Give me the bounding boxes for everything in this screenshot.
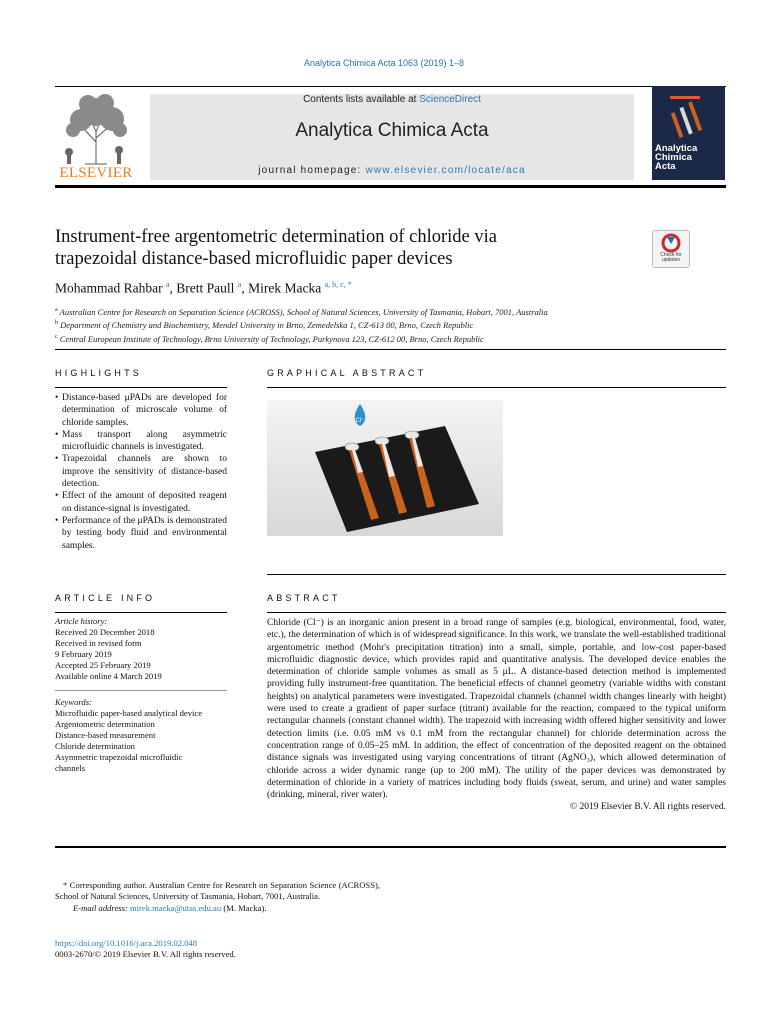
cover-artwork (652, 86, 725, 142)
history-label: Article history: (55, 616, 108, 626)
abstract-rule (267, 612, 726, 613)
history-item: Received in revised form (55, 638, 142, 648)
journal-citation[interactable]: Analytica Chimica Acta 1063 (2019) 1–8 (303, 58, 465, 68)
graphical-abstract-image (267, 400, 503, 536)
article-history (55, 616, 227, 682)
affiliation-text: Department of Chemistry and Biochemistry, Mendel University in Brno, Zemedelska 1, CZ-613 00, Brno, Czech Republic (60, 320, 474, 331)
contents-prefix: Contents lists available at (303, 94, 420, 105)
highlight-item: • Trapezoidal channels are shown to improve the sensitivity of distance-based detection. (55, 453, 227, 490)
keyword-item[interactable]: Distance-based measurement (55, 730, 156, 740)
elsevier-logo (55, 92, 137, 182)
affiliation-item (55, 318, 725, 331)
highlight-item: • Effect of the amount of deposited reagent on distance-signal is investigated. (55, 490, 227, 515)
affiliation-item (55, 332, 725, 345)
email-label: E-mail address: (73, 902, 130, 913)
article-info-rule (55, 612, 227, 613)
keyword-item[interactable]: Microfluidic paper-based analytical device (55, 708, 203, 718)
history-item: Available online 4 March 2019 (55, 671, 162, 681)
affiliation-marker: c (55, 333, 58, 340)
footnote (55, 880, 380, 914)
author-name[interactable]: Mohammad Rahbar (55, 280, 163, 296)
highlight-item: • Distance-based μPADs are developed for determination of microscale volume of chloride samples. (55, 392, 227, 429)
abstract-text: Chloride (Cl⁻) is an inorganic anion present in a broad range of samples (e.g. biological, environmental, food, water, etc.), the determination of which is of widespread significance. In this work, we translate the well-established traditional argentometric method (Mohr's precipitation titration) into a small, simple, portable, and low-cost paper-based microfluidic diagnostic device, which provides rapid and quantitative analysis. The developed device enables the determination of chloride sample volumes as small as 5 μL. A distance-based detection method is implemented providing fully instrument-free quantitation. The beneficial effects of channel geometry (variable widths with constant heights) on analytical parameters were investigated. Trapezoidal channels (channel width changes linearly with height) were used to create a gradient of paper surface (titrant) available for the reaction, compared to the typical uniform rectangular channels (constant channel width). The trapezoid with increasing width offered higher sensitivity and lower detection limits (i.e. 0.05 mM vs 0.1 mM from the rectangular channel) for chloride determination across the concentration range of 0.05–25 mM. In addition, the effect of concentration of the deposited reagent on the obtained distance signals was investigated using varying concentrations of titrant (AgNO₃), which allowed determination of chloride across a wider dynamic range (up to 200 mM). The utility of the paper devices was demonstrated by determination of chloride in a variety of matrices including body fluids (sweat, serum, and urine) and water samples (drinking, mineral, river water). (267, 618, 726, 801)
keyword-item[interactable]: Argentometric determination (55, 719, 155, 729)
masthead-rule (55, 185, 726, 188)
check-updates-label: Check for updates (660, 252, 682, 263)
cover-title-line: Analytica (655, 143, 698, 154)
cover-title-line: Acta (655, 161, 676, 172)
highlights-rule (55, 387, 227, 388)
title-line: trapezoidal distance-based microfluidic paper devices (55, 249, 453, 269)
check-for-updates-badge[interactable] (652, 230, 690, 268)
elsevier-tree-icon (55, 92, 137, 166)
title-line: Instrument-free argentometric determination of chloride via (55, 227, 497, 247)
keyword-item[interactable]: Asymmetric trapezoidal microfluidic (55, 752, 183, 762)
keywords-label: Keywords: (55, 697, 92, 707)
history-item: 9 February 2019 (55, 649, 112, 659)
highlight-item: • Performance of the μPADs is demonstrated by testing body fluid and environmental samples. (55, 515, 227, 552)
homepage-link[interactable]: www.elsevier.com/locate/aca (365, 165, 526, 176)
doi-block (55, 938, 236, 960)
highlights-heading: HIGHLIGHTS (55, 368, 143, 378)
affiliation-text: Central European Institute of Technology, Brno University of Technology, Purkynova 123, CZ-612 00, Brno, Czech Republic (59, 333, 484, 344)
keyword-item[interactable]: Chloride determination (55, 741, 135, 751)
affiliation-marker: b (55, 320, 58, 327)
history-item: Accepted 25 February 2019 (55, 660, 151, 670)
journal-homepage (150, 165, 634, 176)
graphical-abstract-rule (267, 387, 726, 388)
journal-banner (150, 94, 634, 180)
author-affiliation-marker[interactable]: a, b, c, * (324, 280, 352, 289)
affiliations (55, 305, 725, 345)
cover-title-line: Chimica (655, 152, 692, 163)
article-title (55, 226, 615, 270)
paper-device-illustration (267, 400, 503, 536)
author-list: Mohammad Rahbar $^a$, Brett Paull $^a$, Mirek Macka $^{a, b, c, *}$ (55, 280, 352, 296)
affiliation-item (55, 305, 725, 318)
email-link[interactable]: mirek.macka@utas.edu.au (129, 902, 222, 913)
homepage-prefix: journal homepage: (258, 165, 366, 176)
doi-link[interactable]: https://doi.org/10.1016/j.aca.2019.02.048 (55, 938, 198, 948)
journal-cover-thumbnail[interactable] (652, 86, 725, 180)
graphical-abstract-heading: GRAPHICAL ABSTRACT (267, 368, 427, 378)
graphical-abstract-bottom-rule (267, 574, 726, 575)
keywords (55, 697, 227, 774)
abstract-body (267, 617, 726, 814)
abstract-copyright: © 2019 Elsevier B.V. All rights reserved. (569, 802, 726, 813)
elsevier-wordmark[interactable]: ELSEVIER (59, 165, 133, 181)
issn-line: 0003-2670/© 2019 Elsevier B.V. All rights reserved. (55, 949, 236, 959)
email-suffix: (M. Macka). (221, 902, 267, 913)
journal-name: Analytica Chimica Acta (295, 120, 489, 141)
author-affiliation-marker[interactable]: a (165, 280, 170, 289)
keywords-rule (55, 690, 227, 691)
corresponding-author-note: * Corresponding author. Australian Centre for Research on Separation Science (ACROSS), School of Natural Sciences, University of Tasmania, Hobart, 7001, Australia. (55, 880, 380, 902)
highlight-item: • Mass transport along asymmetric microfluidic channels is investigated. (55, 429, 227, 454)
highlights-list (55, 392, 227, 552)
check-updates-icon (653, 231, 689, 253)
drop-label: Cl⁻ (355, 418, 365, 424)
affiliation-text: Australian Centre for Research on Separation Science (ACROSS), School of Natural Sciences, University of Tasmania, Hobart, 7001, Australia (59, 306, 548, 317)
abstract-heading: ABSTRACT (267, 593, 341, 603)
affiliation-marker: a (55, 307, 58, 313)
top-rule (55, 86, 726, 87)
cover-title (655, 144, 697, 171)
sciencedirect-link[interactable]: ScienceDirect (419, 94, 481, 105)
author-name[interactable]: Brett Paull (176, 280, 235, 296)
affiliation-rule (55, 349, 726, 350)
email-line (55, 903, 380, 914)
author-name[interactable]: Mirek Macka (248, 280, 322, 296)
keyword-item[interactable]: channels (55, 763, 86, 773)
article-info-heading: ARTICLE INFO (55, 593, 156, 603)
author-affiliation-marker[interactable]: a (237, 280, 242, 289)
body-end-rule (55, 846, 726, 848)
contents-line (150, 94, 634, 105)
history-item: Received 20 December 2018 (55, 627, 155, 637)
